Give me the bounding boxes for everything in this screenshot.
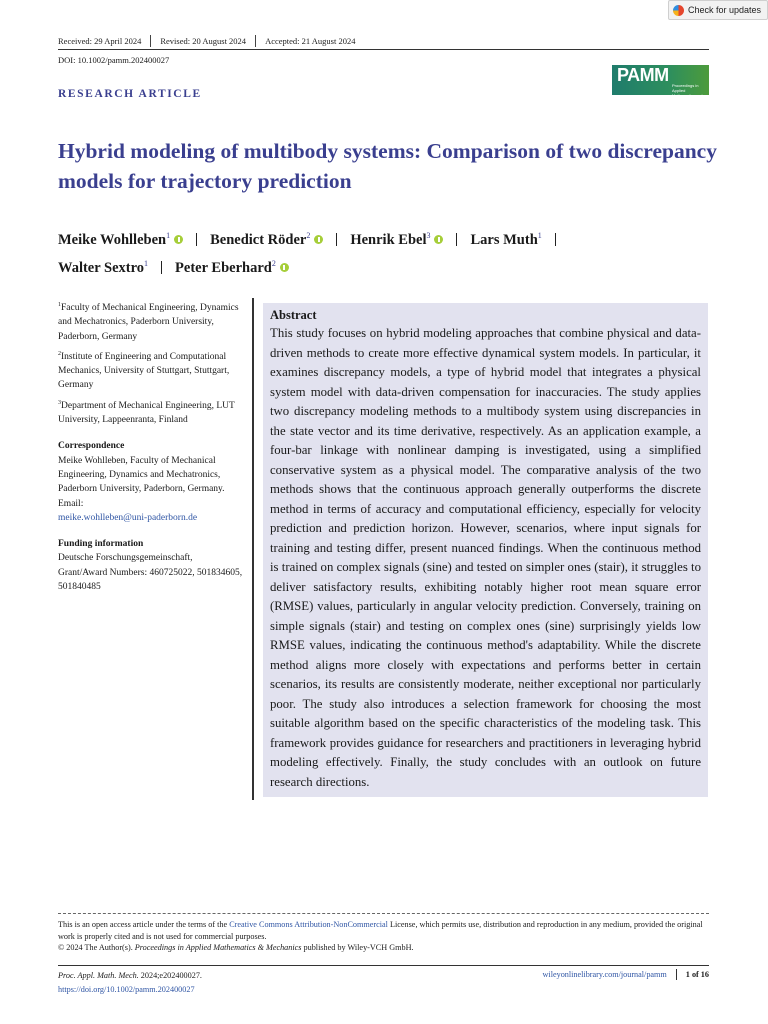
affiliation-mark: 1 xyxy=(58,302,61,308)
funding-text: Deutsche Forschungsgemeinschaft, Grant/Award Numbers: 460725022, 501834605, 501840485 xyxy=(58,553,243,593)
abstract-box xyxy=(263,303,708,797)
author-name: Benedict Röder xyxy=(210,232,307,248)
article-title: Hybrid modeling of multibody systems: Comparison of two discrepancy models for trajectory prediction xyxy=(58,139,717,193)
author-affiliation-mark: 1 xyxy=(166,231,171,240)
funding-heading: Funding information xyxy=(58,539,144,550)
author-name: Peter Eberhard xyxy=(175,260,272,276)
author-2[interactable] xyxy=(350,232,443,248)
header-rule xyxy=(58,49,709,50)
footer-right xyxy=(543,969,710,980)
author-affiliation-mark: 2 xyxy=(306,231,311,240)
journal-url-link[interactable]: wileyonlinelibrary.com/journal/pamm xyxy=(542,970,667,979)
received-date: Received: 29 April 2024 xyxy=(58,36,142,46)
article-doi: DOI: 10.1002/pamm.202400027 xyxy=(58,55,170,65)
divider xyxy=(255,35,256,47)
abstract-text: This study focuses on hybrid modeling approaches that combine physical and data-driven methods to create more effective dynamical system models. In particular, it examines discrepancy models, a type of hybrid model that integrates a physical system model with data-driven compensation for inaccuracies. The study applies two discrepancy modeling methods to a multibody system using discrepancies in the state vector and its time derivative, respectively. As an application example, a four-bar linkage with nonlinear damping is investigated, using a simplified conservative system as a physical model. The comparative analysis of the two methods shows that the continuous approach generally outperforms the discrete method in terms of accuracy and computational efficiency, especially for velocity prediction and prediction horizon. However, scenarios, where input signals for training and testing differ, present nuanced findings. When the continuous method is trained on complex signals (sine) and tested on simpler ones (stair), it struggles to deliver satisfactory results, exhibiting notably higher root mean square error (RMSE) values, particularly in angular velocity prediction. Conversely, training on simple signals (stair) and testing on complex ones (sine) surprisingly yields low RMSE values, indicating the continuous method's adaptability. While the discrete method aligns more closely with expectations and performs better in certain scenarios, its results are consistently moderate, neither exceptional nor particularly poor. The study also introduces a selection framework for choosing the most suitable algorithm based on the specific characteristics of the modeling task. This framework provides guidance for researchers and practitioners in leveraging hybrid modeling effectively. Finally, the study concludes with an outlook on future research directions. xyxy=(270,326,701,789)
citation-line xyxy=(58,969,202,983)
affiliation xyxy=(58,396,243,428)
author-3[interactable] xyxy=(470,232,541,248)
author-affiliation-mark: 3 xyxy=(426,231,431,240)
author-affiliation-mark: 1 xyxy=(537,231,542,240)
check-for-updates-button[interactable] xyxy=(668,0,768,20)
orcid-icon[interactable] xyxy=(314,235,323,244)
journal-logo[interactable] xyxy=(612,65,709,103)
journal-logo-name: PAMM xyxy=(617,65,669,85)
author-affiliation-mark: 1 xyxy=(144,259,149,268)
affiliation-text: Department of Mechanical Engineering, LUT University, Lappeenranta, Finland xyxy=(58,400,235,426)
author-separator xyxy=(555,233,556,246)
author-separator xyxy=(336,233,337,246)
abstract-heading: Abstract xyxy=(270,308,317,322)
copyright-text: © 2024 The Author(s). xyxy=(58,943,135,952)
author-0[interactable] xyxy=(58,232,183,248)
affiliation-mark: 2 xyxy=(58,350,61,357)
orcid-icon[interactable] xyxy=(174,235,183,244)
author-list xyxy=(58,224,718,280)
affiliation xyxy=(58,347,243,393)
footer-rule xyxy=(58,965,709,966)
revised-date: Revised: 20 August 2024 xyxy=(160,36,247,46)
copyright-text: published by Wiley-VCH GmbH. xyxy=(301,943,414,952)
footnote-rule xyxy=(58,913,709,914)
email-label: Email: xyxy=(58,498,84,509)
crossmark-icon xyxy=(673,5,684,16)
orcid-icon[interactable] xyxy=(280,263,289,272)
author-separator xyxy=(196,233,197,246)
correspondence-heading: Correspondence xyxy=(58,441,125,452)
correspondence-email-link[interactable]: meike.wohlleben@uni-paderborn.de xyxy=(58,512,198,523)
divider xyxy=(676,969,677,980)
citation-journal: Proc. Appl. Math. Mech. xyxy=(58,971,139,980)
correspondence-text: Meike Wohlleben, Faculty of Mechanical Engineering, Dynamics and Mechatronics, Paderborn University, Paderborn, Germany. xyxy=(58,455,225,495)
affiliation-text: Faculty of Mechanical Engineering, Dynamics and Mechatronics, Paderborn University, Paderborn, Germany xyxy=(58,303,239,342)
author-name: Henrik Ebel xyxy=(350,232,427,248)
accepted-date: Accepted: 21 August 2024 xyxy=(265,36,356,46)
author-separator xyxy=(161,261,162,274)
page-number: 1 of 16 xyxy=(685,970,709,979)
author-5[interactable] xyxy=(175,260,289,276)
citation-block xyxy=(58,969,202,996)
license-link[interactable]: Creative Commons Attribution-NonCommercial xyxy=(229,920,388,929)
copyright-journal: Proceedings in Applied Mathematics & Mechanics xyxy=(134,943,302,952)
affiliation-text: Institute of Engineering and Computational Mechanics, University of Stuttgart, Stuttgart, Germany xyxy=(58,351,230,391)
divider xyxy=(150,35,151,47)
orcid-icon[interactable] xyxy=(434,235,443,244)
article-info-column xyxy=(58,298,243,594)
column-divider xyxy=(252,298,254,800)
affiliation-mark: 3 xyxy=(58,399,61,406)
license-text: This is an open access article under the terms of the xyxy=(58,920,230,929)
author-1[interactable] xyxy=(210,232,323,248)
author-separator xyxy=(456,233,457,246)
article-dates xyxy=(58,35,355,47)
check-for-updates-label: Check for updates xyxy=(688,5,762,15)
doi-link[interactable]: https://doi.org/10.1002/pamm.202400027 xyxy=(58,984,195,994)
author-name: Walter Sextro xyxy=(58,260,145,276)
author-affiliation-mark: 2 xyxy=(271,259,276,268)
citation-details: 2024;e202400027. xyxy=(138,971,202,980)
affiliation xyxy=(58,298,243,344)
author-name: Meike Wohlleben xyxy=(58,232,167,248)
license-notice xyxy=(58,919,709,954)
article-type: RESEARCH ARTICLE xyxy=(58,88,202,100)
license-text: License, which permits use, distribution and reproduction in any medium, provided the original work is properly cited and is not used for commercial purposes. xyxy=(58,920,703,941)
author-name: Lars Muth xyxy=(470,232,538,248)
author-4[interactable] xyxy=(58,260,148,276)
journal-logo-subtitle: Proceedings in Applied Mathematics and Mechanics xyxy=(672,83,703,103)
